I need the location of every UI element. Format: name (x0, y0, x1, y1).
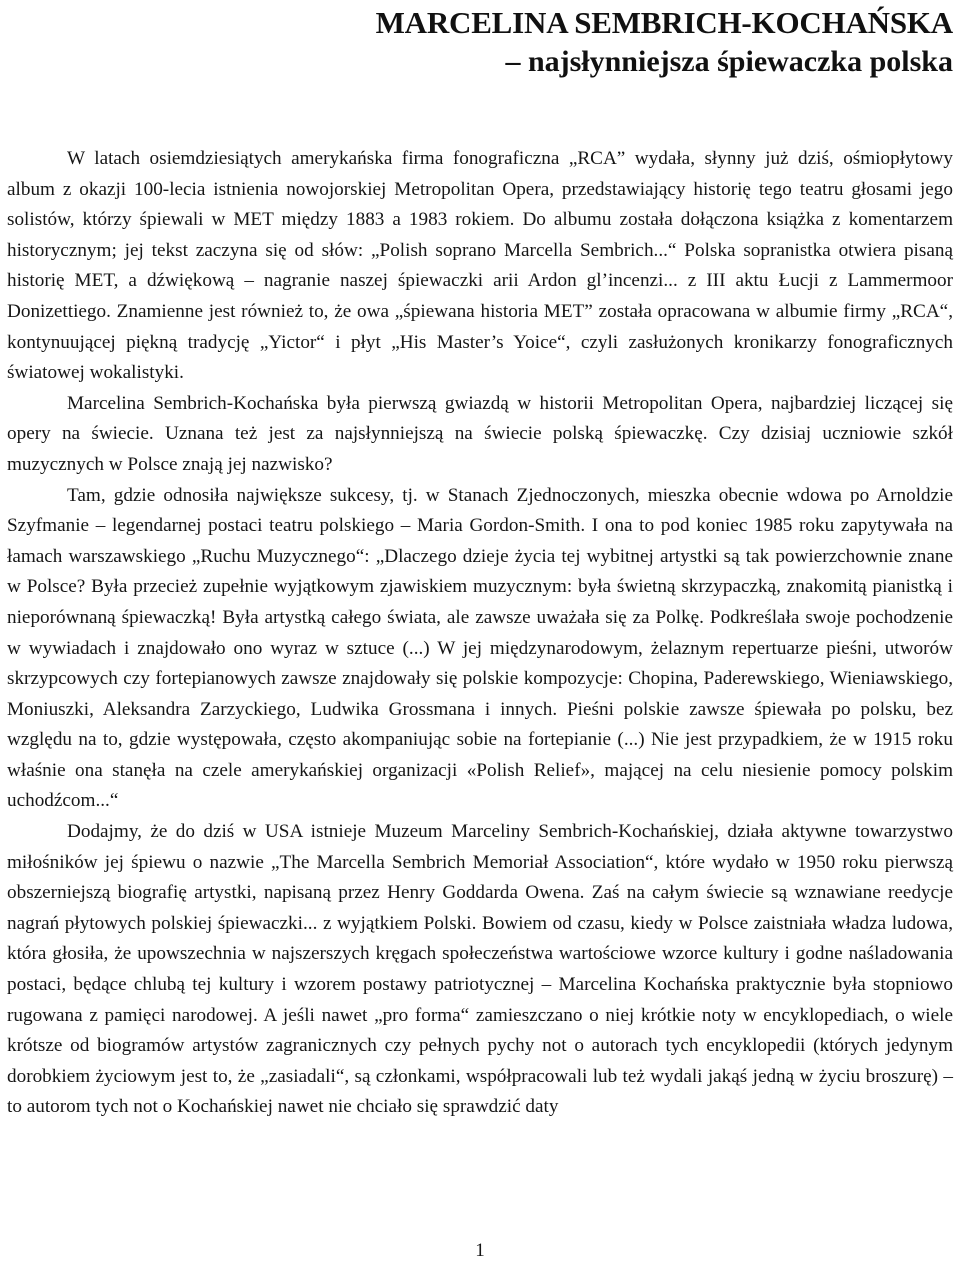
body-text (7, 144, 953, 1123)
document-title: MARCELINA SEMBRICH-KOCHAŃSKA (375, 5, 953, 40)
paragraph-3: Tam, gdzie odnosiła największe sukcesy, tj. w Stanach Zjednoczonych, mieszka obecnie wdowa po Arnoldzie Szyfmanie – legendarnej postaci teatru polskiego – Maria Gordon-Smith. I ona to pod koniec 1985 roku zapytywała na łamach warszawskiego „Ruchu Muzycznego“: „Dlaczego dzieje życia tej wybitnej artystki są tak powierzchownie znane w Polsce? Była przecież zupełnie wyjątkowym zjawiskiem muzycznym: była świetną skrzypaczką, znakomitą pianistką i nieporównaną śpiewaczką! Była artystką całego świata, ale zawsze uważała się za Polkę. Podkreślała swoje pochodzenie w wywiadach i znajdowało ono wyraz w sztuce (...) W jej międzynarodowym, żelaznym repertuarze pieśni, utworów skrzypcowych czy fortepianowych zawsze znajdowały się polskie kompozycje: Chopina, Paderewskiego, Wieniawskiego, Moniuszki, Aleksandra Zarzyckiego, Ludwika Grossmana i innych. Pieśni polskie zawsze śpiewała po polsku, bez względu na to, gdzie występowała, często akompaniując sobie na fortepianie (...) Nie jest przypadkiem, że w 1915 roku właśnie ona stanęła na czele amerykańskiej organizacji «Polish Relief», mającej na celu niesienie pomocy polskim uchodźcom...“ (7, 484, 953, 812)
page-number: 1 (475, 1240, 485, 1261)
paragraph-2: Marcelina Sembrich-Kochańska była pierwszą gwiazdą w historii Metropolitan Opera, najbardziej liczącej się opery na świecie. Uznana też jest za najsłynniejszą na świecie polską śpiewaczkę. Czy dzisiaj uczniowie szkół muzycznych w Polsce znają jej nazwisko? (7, 392, 953, 475)
document-subtitle: – najsłynniejsza śpiewaczka polska (505, 45, 953, 78)
title-block (7, 0, 953, 83)
paragraph-1: W latach osiemdziesiątych amerykańska firma fonograficzna „RCA” wydała, słynny już dziś, ośmiopłytowy album z okazji 100-lecia istnienia nowojorskiej Metropolitan Opera, przedstawiający historię tego teatru głosami jego solistów, którzy śpiewali w MET między 1883 a 1983 rokiem. Do albumu została dołączona książka z komentarzem historycznym; jej tekst zaczyna się od słów: „Polish soprano Marcella Sembrich...“ Polska sopranistka otwiera pisaną historię MET, a dźwiękową – nagranie naszej śpiewaczki arii Ardon gl’incenzi... z III aktu Łucji z Lammermoor Donizettiego. Znamienne jest również to, że owa „śpiewana historia MET” została opracowana w albumie firmy „RCA“, kontynuującej piękną tradycję „Yictor“ i płyt „His Master’s Yoice“, czyli zasłużonych kronikarzy fonograficznych światowej wokalistyki. (7, 148, 953, 384)
paragraph-4: Dodajmy, że do dziś w USA istnieje Muzeum Marceliny Sembrich-Kochańskiej, działa aktywne towarzystwo miłośników jej śpiewu o nazwie „The Marcella Sembrich Memoriał Association“, które wydało w 1950 roku pierwszą obszerniejszą biografię artystki, napisaną przez Henry Goddarda Owena. Zaś na całym świecie są wznawiane reedycje nagrań płytowych polskiej śpiewaczki... z wyjątkiem Polski. Bowiem od czasu, kiedy w Polsce zaistniała władza ludowa, która głosiła, że upowszechnia w najszerszych kręgach społeczeństwa wartościowe wzorce kultury i godne naśladowania postaci, będące chlubą tej kultury i wzorem postawy patriotycznej – Marcelina Kochańska praktycznie była stopniowo rugowana z pamięci narodowej. A jeśli nawet „pro forma“ zamieszczano o niej krótkie noty w encyklopediach, o wiele krótsze od biogramów artystów zagranicznych czy pełnych pychy not o autorach tych encyklopedii (których jedynym dorobkiem życiowym jest to, że „zasiadali“, są członkami, współpracowali lub też wydali jakąś jedną w życiu broszurę) – to autorom tych not o Kochańskiej nawet nie chciało się sprawdzić daty (7, 821, 953, 1118)
